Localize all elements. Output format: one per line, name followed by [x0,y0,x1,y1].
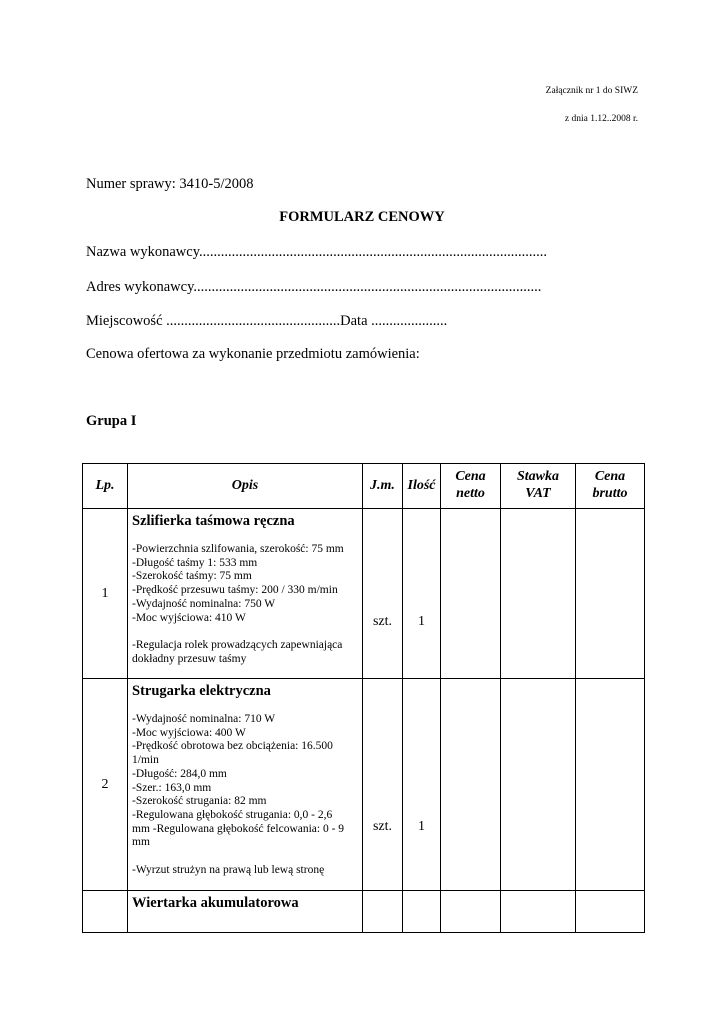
header-cena-brutto: Cena brutto [576,464,645,509]
row-lp: 2 [83,679,128,891]
quantity-value: 1 [418,818,425,834]
table-row [83,679,645,891]
row-ilosc [403,509,441,679]
row-jm [363,509,403,679]
quantity-value: 1 [418,613,425,629]
row-lp: 1 [83,509,128,679]
row-stawka-vat[interactable] [501,679,576,891]
case-number: Numer sprawy: 3410-5/2008 [86,176,254,192]
spec-line: -Szer.: 163,0 mm [132,781,212,794]
spec-line: -Moc wyjściowa: 410 W [132,611,246,624]
spec-line: -Powierzchnia szlifowania, szerokość: 75 mm [132,543,344,555]
row-description [128,509,363,679]
contractor-name-field: Nazwa wykonawcy................................................................................................ [86,244,547,260]
spec-line: -Prędkość przesuwu taśmy: 200 / 330 m/min [132,584,338,597]
item-title: Szlifierka taśmowa ręczna [132,513,295,529]
row-cena-brutto[interactable] [576,891,645,933]
spec-line: -Wyrzut strużyn na prawą lub lewą stronę [132,864,325,877]
price-table [82,463,645,933]
spec-line: -Regulacja rolek prowadzących zapewniająca [132,639,343,652]
row-jm [363,679,403,891]
row-jm [363,891,403,933]
row-stawka-vat[interactable] [501,509,576,679]
spec-line: -Szerokość taśmy: 75 mm [132,570,252,583]
spec-line: -Prędkość obrotowa bez obciążenia: 16.500 [132,740,333,753]
header-cena-netto: Cena netto [441,464,501,509]
table-header-row [83,464,645,509]
header-jm: J.m. [363,464,403,509]
unit-label: szt. [372,613,393,629]
row-description [128,891,363,933]
place-date-field: Miejscowość ................................................Data ..................... [86,313,448,329]
unit-label: szt. [372,818,393,834]
spec-line: -Moc wyjściowa: 400 W [132,726,246,739]
offer-intro: Cenowa ofertowa za wykonanie przedmiotu zamówienia: [86,346,420,362]
spec-line: -Szerokość strugania: 82 mm [132,795,267,808]
contractor-address-field: Adres wykonawcy................................................................................................ [86,279,542,295]
attachment-note: Załącznik nr 1 do SIWZ [545,86,638,96]
row-cena-netto[interactable] [441,679,501,891]
row-cena-netto[interactable] [441,509,501,679]
item-title: Wiertarka akumulatorowa [132,895,299,911]
row-description [128,679,363,891]
table-row [83,509,645,679]
spec-line: -Wydajność nominalna: 710 W [132,713,276,725]
spec-line: -Wydajność nominalna: 750 W [132,597,276,610]
spec-line: mm -Regulowana głębokość felcowania: 0 - 9 [132,822,345,835]
header-stawka-vat: Stawka VAT [501,464,576,509]
row-cena-brutto[interactable] [576,509,645,679]
row-ilosc [403,679,441,891]
row-lp [83,891,128,933]
item-title: Strugarka elektryczna [132,683,271,699]
document-date: z dnia 1.12..2008 r. [564,114,638,124]
spec-line: 1/min [132,754,159,767]
header-opis: Opis [128,464,363,509]
row-cena-netto[interactable] [441,891,501,933]
spec-line: dokładny przesuw taśmy [132,652,247,665]
row-stawka-vat[interactable] [501,891,576,933]
row-ilosc [403,891,441,933]
table-row [83,891,645,933]
header-ilosc: Ilość [403,464,441,509]
spec-line: -Długość taśmy 1: 533 mm [132,556,258,569]
form-title: FORMULARZ CENOWY [279,209,445,225]
row-cena-brutto[interactable] [576,679,645,891]
group-heading: Grupa I [86,413,137,429]
spec-line: mm [132,836,150,849]
spec-line: -Regulowana głębokość strugania: 0,0 - 2,6 [132,808,333,821]
header-lp: Lp. [83,464,128,509]
spec-line: -Długość: 284,0 mm [132,767,227,780]
